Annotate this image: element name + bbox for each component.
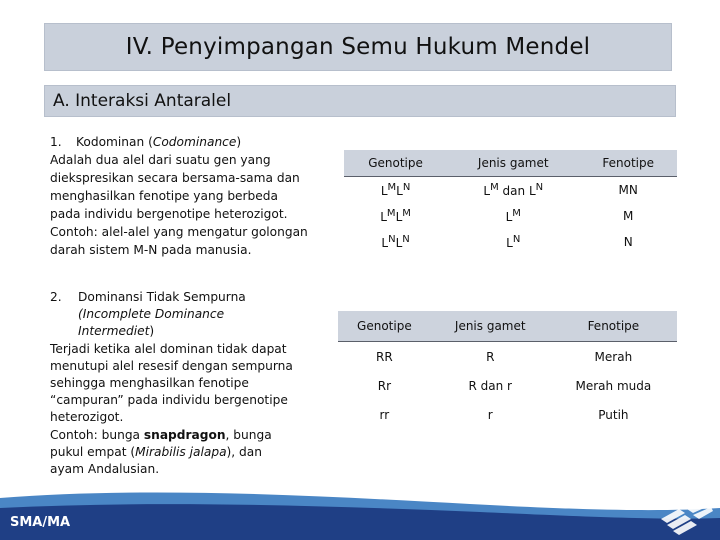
footer-wave xyxy=(0,490,720,540)
genotipe-cell: RR xyxy=(376,349,393,364)
desc-line: heterozigot. xyxy=(50,410,124,425)
desc-line: Adalah dua alel dari suatu gen yang xyxy=(50,153,271,167)
heading-subtitle: (Incomplete Dominance xyxy=(78,307,225,322)
gamet-cell: $L^M$ xyxy=(505,208,521,224)
fenotipe-cell: Merah xyxy=(594,349,633,364)
gamet-cell: R dan r xyxy=(468,378,512,393)
example-line: pukul empat (Mirabilis jalapa), dan xyxy=(50,444,262,459)
example-line: ayam Andalusian. xyxy=(50,462,160,477)
header-genotipe: Genotipe xyxy=(338,311,431,342)
section-number: 1. xyxy=(50,135,62,149)
section-incomplete-dominance xyxy=(50,289,320,478)
desc-line: sehingga menghasilkan fenotipe xyxy=(50,376,249,391)
genotipe-cell: $L^ML^M$ xyxy=(380,208,411,224)
codominance-heading xyxy=(50,133,330,151)
footer-label: SMA/MA xyxy=(10,515,71,530)
table-row xyxy=(338,371,677,400)
desc-line: pada individu bergenotipe heterozigot. xyxy=(50,207,288,221)
heading-text: Dominansi Tidak Sempurna xyxy=(78,290,246,304)
table-row xyxy=(344,177,677,204)
table-row xyxy=(338,342,677,372)
table-header-row xyxy=(338,311,677,342)
gamet-cell: R xyxy=(486,349,495,364)
genotipe-cell: Rr xyxy=(377,378,392,393)
header-jenis-gamet: Jenis gamet xyxy=(431,311,550,342)
desc-line: Terjadi ketika alel dominan tidak dapat xyxy=(50,341,287,356)
table-header-row xyxy=(344,150,677,177)
genotipe-cell: $L^ML^N$ xyxy=(380,182,411,198)
heading-subtitle: Intermediet) xyxy=(78,324,155,339)
example-line: Contoh: bunga snapdragon, bunga xyxy=(50,427,272,442)
incomplete-dominance-heading xyxy=(50,289,320,306)
genotipe-cell: $L^NL^N$ xyxy=(381,234,410,250)
gamet-cell: r xyxy=(487,407,493,422)
desc-line: diekspresikan secara bersama-sama dan xyxy=(50,171,300,185)
desc-line: darah sistem M-N pada manusia. xyxy=(50,243,252,257)
table-row xyxy=(344,203,677,229)
desc-line: menutupi alel resesif dengan sempurna xyxy=(50,358,293,373)
publisher-logo-icon xyxy=(655,493,715,537)
genotipe-cell: rr xyxy=(379,407,390,422)
section-codominance xyxy=(50,133,330,259)
header-genotipe: Genotipe xyxy=(344,150,447,177)
fenotipe-cell: M xyxy=(623,209,634,223)
section-number: 2. xyxy=(50,290,62,304)
gamet-cell: $L^N$ xyxy=(506,234,521,250)
header-jenis-gamet: Jenis gamet xyxy=(447,150,579,177)
desc-line: Contoh: alel-alel yang mengatur golongan xyxy=(50,225,308,239)
incomplete-dominance-table xyxy=(338,311,677,429)
heading-text: Kodominan (Codominance) xyxy=(76,135,242,149)
fenotipe-cell: Putih xyxy=(598,407,629,422)
codominance-table xyxy=(344,150,677,255)
fenotipe-cell: N xyxy=(623,235,633,249)
title-banner xyxy=(44,23,672,71)
desc-line: menghasilkan fenotipe yang berbeda xyxy=(50,189,278,203)
table-row xyxy=(344,229,677,255)
fenotipe-cell: MN xyxy=(618,183,638,197)
desc-line: “campuran” pada individu bergenotipe xyxy=(50,393,288,408)
slide-subtitle: A. Interaksi Antaralel xyxy=(53,91,232,111)
subtitle-banner xyxy=(44,85,676,117)
header-fenotipe: Fenotipe xyxy=(579,150,677,177)
slide-title: IV. Penyimpangan Semu Hukum Mendel xyxy=(125,34,591,60)
table-row xyxy=(338,400,677,429)
fenotipe-cell: Merah muda xyxy=(575,378,652,393)
gamet-cell: $L^M$ dan $L^N$ xyxy=(483,182,544,198)
header-fenotipe: Fenotipe xyxy=(550,311,677,342)
